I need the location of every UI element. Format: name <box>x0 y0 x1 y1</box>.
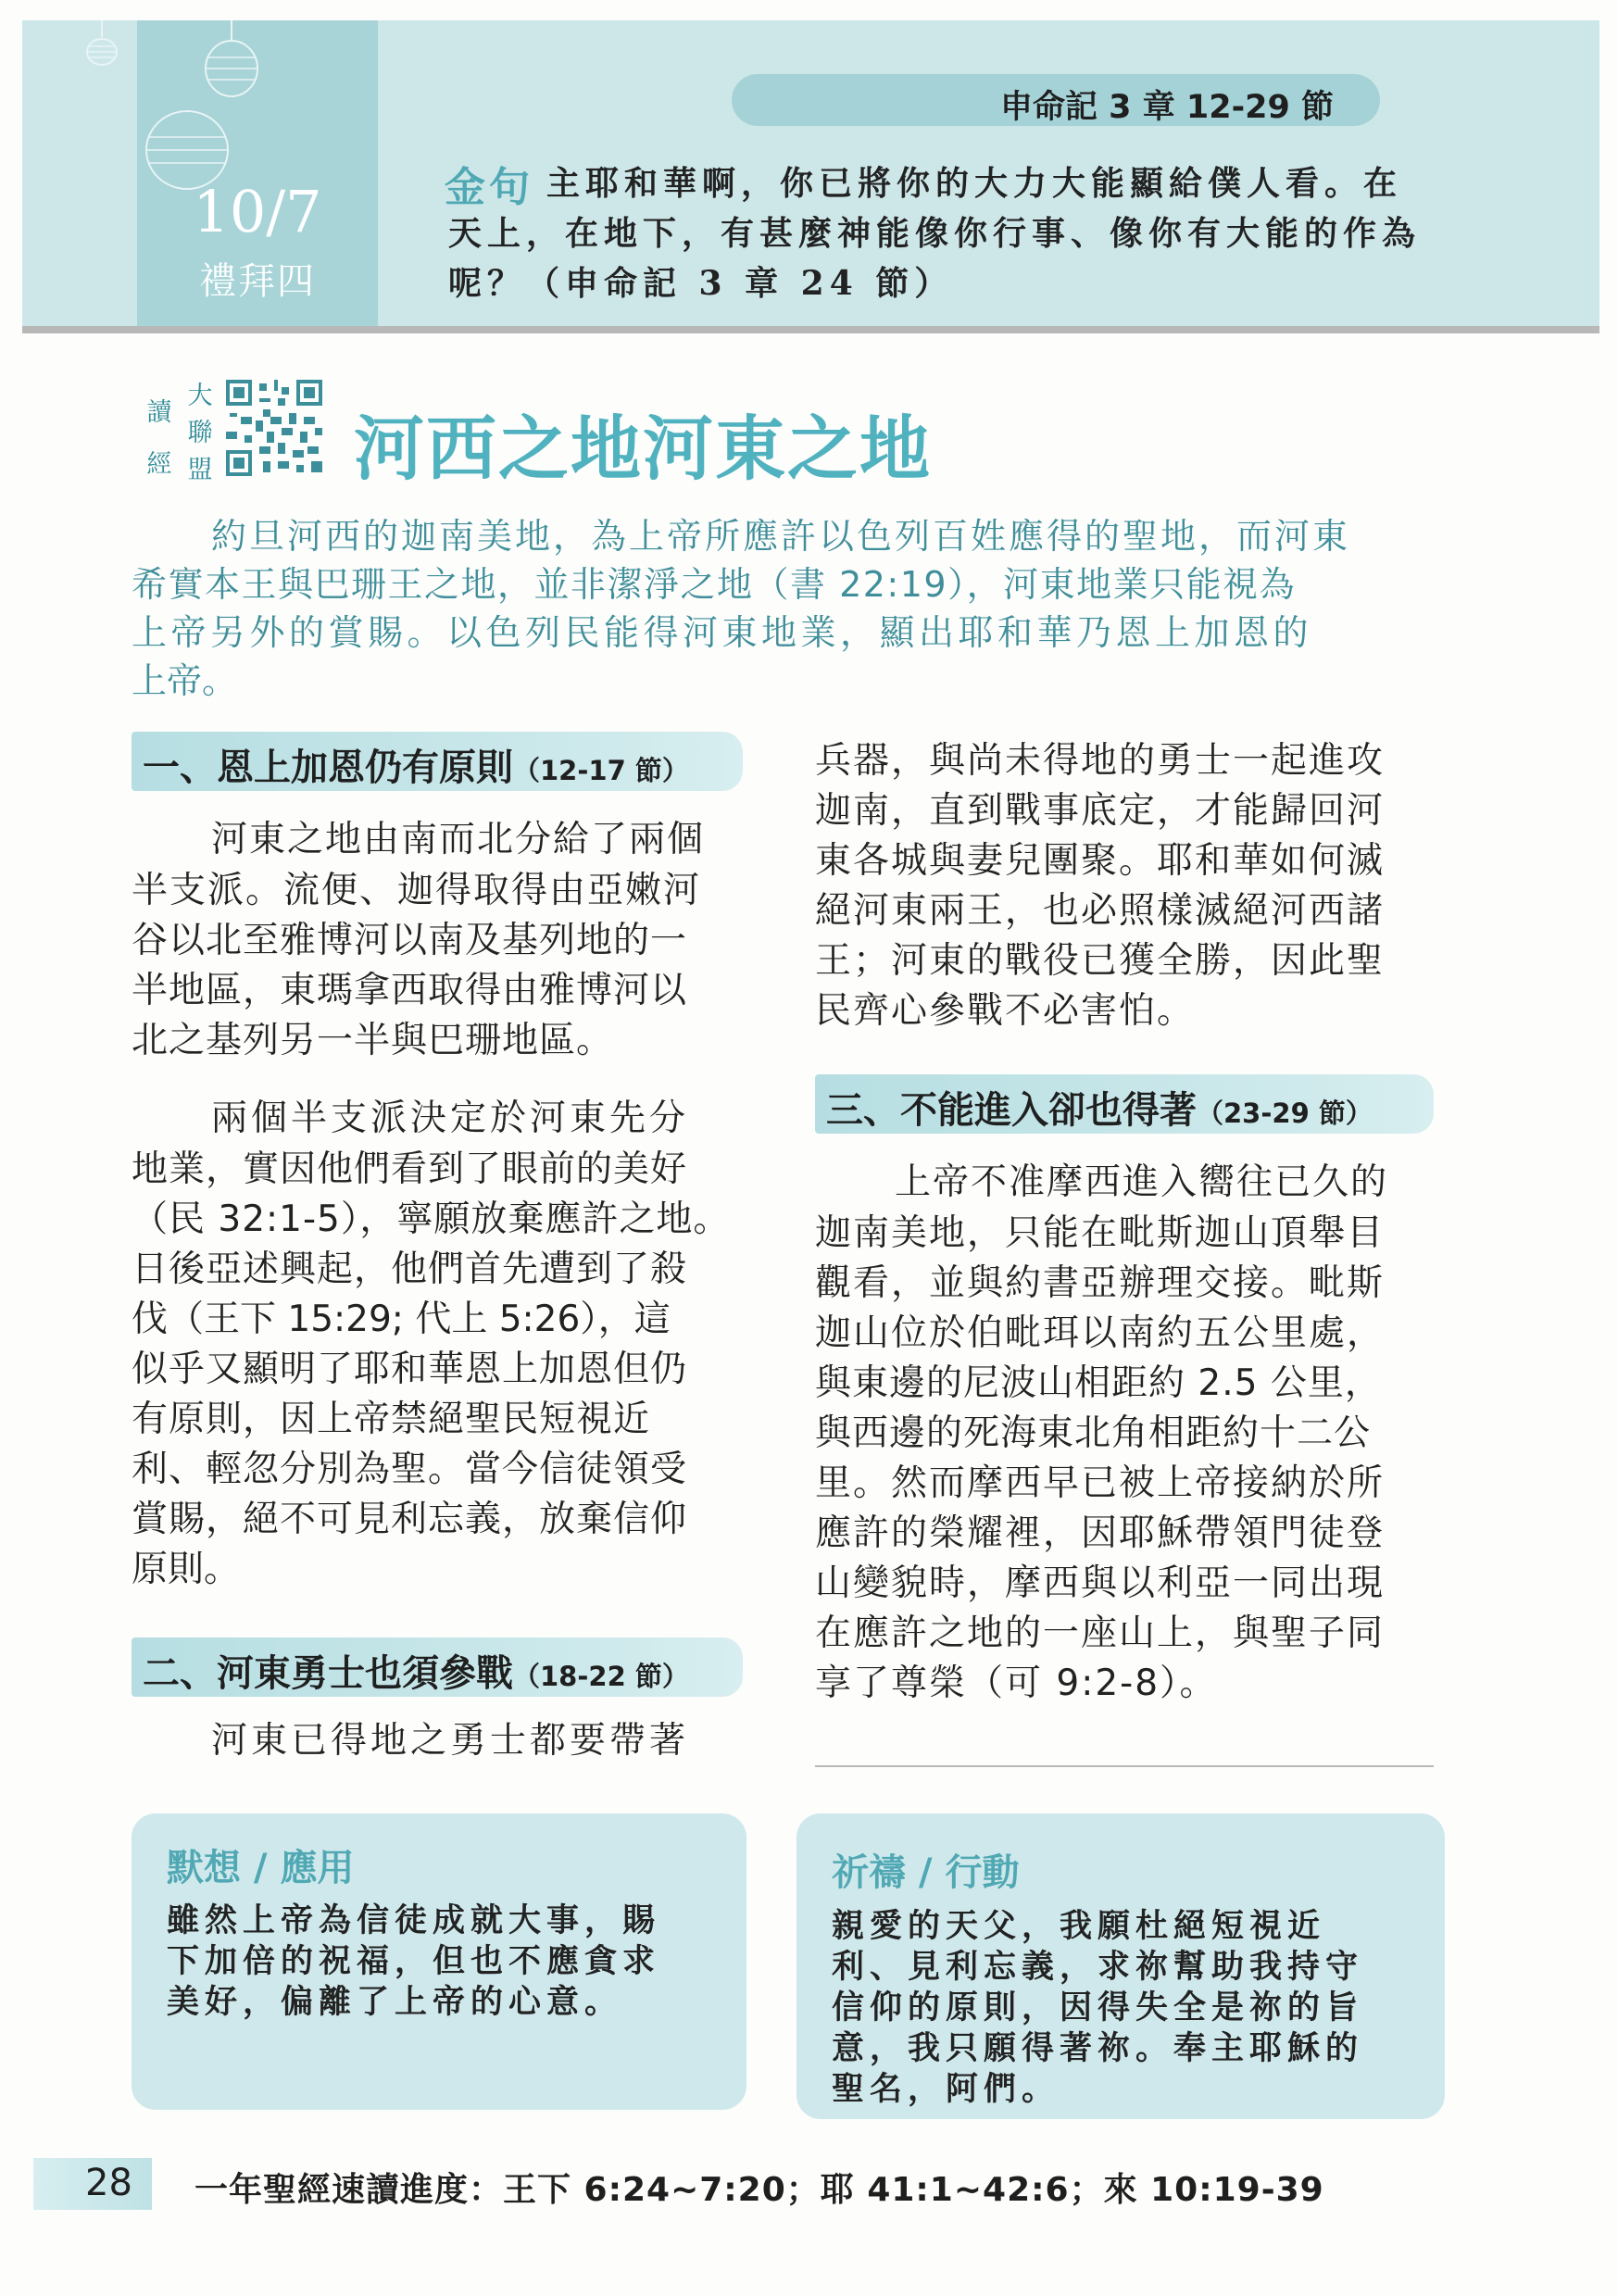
body-line: 與東邊的尼波山相距約 2.5 公里， <box>815 1362 1382 1404</box>
scripture-reference: 申命記 3 章 12-29 節 <box>1000 89 1335 126</box>
section-title: 三、不能進入卻也得著 <box>826 1089 1197 1132</box>
reading-plan: 一年聖經速讀進度：王下 6:24~7:20；耶 41:1~42:6；來 10:19-39 <box>194 2171 1324 2209</box>
date-label: 10/7 <box>193 178 322 245</box>
prayer-line: 聖名，阿們。 <box>832 2070 1060 2108</box>
body-line: 東各城與妻兒團聚。耶和華如何滅 <box>815 840 1386 882</box>
section-title: 二、河東勇士也須參戰 <box>143 1652 513 1695</box>
section-heading <box>826 1081 1373 1134</box>
golden-verse-line: 主耶和華啊，你已將你的大力大能顯給僕人看。在 <box>546 164 1403 203</box>
section-heading <box>143 1644 689 1697</box>
body-line: 日後亞述興起，他們首先遭到了殺 <box>132 1248 688 1290</box>
section-heading <box>143 738 689 791</box>
body-line: 與西邊的死海東北角相距約十二公 <box>815 1412 1372 1454</box>
body-line: 伐（王下 15:29; 代上 5:26），這 <box>132 1299 671 1340</box>
weekday-label: 禮拜四 <box>199 260 316 303</box>
body-line: 山變貌時，摩西與以利亞一同出現 <box>815 1562 1386 1604</box>
prayer-line: 利、見利忘義，求祢幫助我持守 <box>832 1948 1364 1986</box>
body-line: 谷以北至雅博河以南及基列地的一 <box>132 920 688 961</box>
reflection-heading: 默想 / 應用 <box>167 1847 355 1889</box>
body-line: 迦山位於伯毗珥以南約五公里處， <box>815 1312 1386 1354</box>
body-line: 迦南美地，只能在毗斯迦山頂舉目 <box>815 1212 1386 1254</box>
golden-verse-line: 天上，在地下，有甚麼神能像你行事、像你有大能的作為 <box>448 214 1422 253</box>
intro-line: 上帝。 <box>132 660 238 701</box>
body-line: 半支派。流便、迦得取得由亞嫩河 <box>132 870 702 911</box>
body-line: 河東已得地之勇士都要帶著 <box>211 1720 690 1762</box>
header-divider <box>22 326 1599 333</box>
reflection-line: 下加倍的祝福，但也不應貪求 <box>167 1942 661 1980</box>
reflection-line: 美好，偏離了上帝的心意。 <box>167 1983 623 2021</box>
section-verses: （18-22 節） <box>513 1661 689 1692</box>
body-line: 觀看，並與約書亞辦理交接。毗斯 <box>815 1262 1386 1304</box>
app-badge-label-2: 大聯盟 <box>187 382 213 484</box>
section-title: 一、恩上加恩仍有原則 <box>143 747 513 789</box>
intro-line: 希實本王與巴珊王之地，並非潔淨之地（書 22:19），河東地業只能視為 <box>132 564 1297 605</box>
golden-verse-label: 金句 <box>445 164 533 211</box>
body-line: 王；河東的戰役已獲全勝，因此聖 <box>815 940 1386 982</box>
prayer-line: 信仰的原則，因得失全是祢的旨 <box>832 1989 1364 2026</box>
body-line: 利、輕忽分別為聖。當今信徒領受 <box>132 1449 688 1490</box>
column-divider <box>815 1765 1434 1767</box>
body-line: 迦南，直到戰事底定，才能歸回河 <box>815 790 1386 832</box>
body-line: 賞賜，絕不可見利忘義，放棄信仰 <box>132 1499 688 1540</box>
body-line: 兵器，與尚未得地的勇士一起進攻 <box>815 740 1386 782</box>
page-number: 28 <box>85 2162 132 2204</box>
body-line: 似乎又顯明了耶和華恩上加恩但仍 <box>132 1349 688 1390</box>
intro-line: 約旦河西的迦南美地，為上帝所應許以色列百姓應得的聖地，而河東 <box>211 516 1351 557</box>
intro-line: 上帝另外的賞賜。以色列民能得河東地業，顯出耶和華乃恩上加恩的 <box>132 612 1313 653</box>
body-line: 絕河東兩王，也必照樣滅絕河西諸 <box>815 890 1386 932</box>
body-line: 北之基列另一半與巴珊地區。 <box>132 1020 614 1061</box>
qr-code-icon[interactable] <box>226 380 322 476</box>
lantern-icon <box>82 20 137 76</box>
body-line: （民 32:1-5），寧願放棄應許之地。 <box>132 1198 731 1240</box>
body-line: 半地區，東瑪拿西取得由雅博河以 <box>132 970 688 1011</box>
body-line: 里。然而摩西早已被上帝接納於所 <box>815 1462 1386 1504</box>
body-line: 在應許之地的一座山上，與聖子同 <box>815 1612 1386 1654</box>
body-line: 應許的榮耀裡，因耶穌帶領門徒登 <box>815 1512 1386 1554</box>
golden-verse-line: 呢？（申命記 3 章 24 節） <box>448 264 954 303</box>
section-verses: （12-17 節） <box>513 755 689 786</box>
body-line: 享了尊榮（可 9:2-8）。 <box>815 1662 1218 1704</box>
body-line: 有原則，因上帝禁絕聖民短視近 <box>132 1399 651 1440</box>
prayer-heading: 祈禱 / 行動 <box>832 1851 1020 1894</box>
body-line: 兩個半支派決定於河東先分 <box>211 1098 690 1139</box>
body-line: 原則。 <box>132 1549 241 1590</box>
article-title: 河西之地河東之地 <box>354 408 932 490</box>
prayer-line: 親愛的天父，我願杜絕短視近 <box>832 1907 1326 1945</box>
body-line: 地業，實因他們看到了眼前的美好 <box>132 1148 688 1190</box>
prayer-line: 意，我只願得著祢。奉主耶穌的 <box>832 2029 1364 2067</box>
body-line: 上帝不准摩西進入嚮往已久的 <box>895 1161 1389 1203</box>
section-verses: （23-29 節） <box>1197 1098 1373 1129</box>
body-line: 河東之地由南而北分給了兩個 <box>211 819 706 860</box>
reflection-line: 雖然上帝為信徒成就大事，賜 <box>167 1901 661 1939</box>
app-badge-label-1: 讀經 <box>146 398 172 479</box>
body-line: 民齊心參戰不必害怕。 <box>815 990 1196 1032</box>
